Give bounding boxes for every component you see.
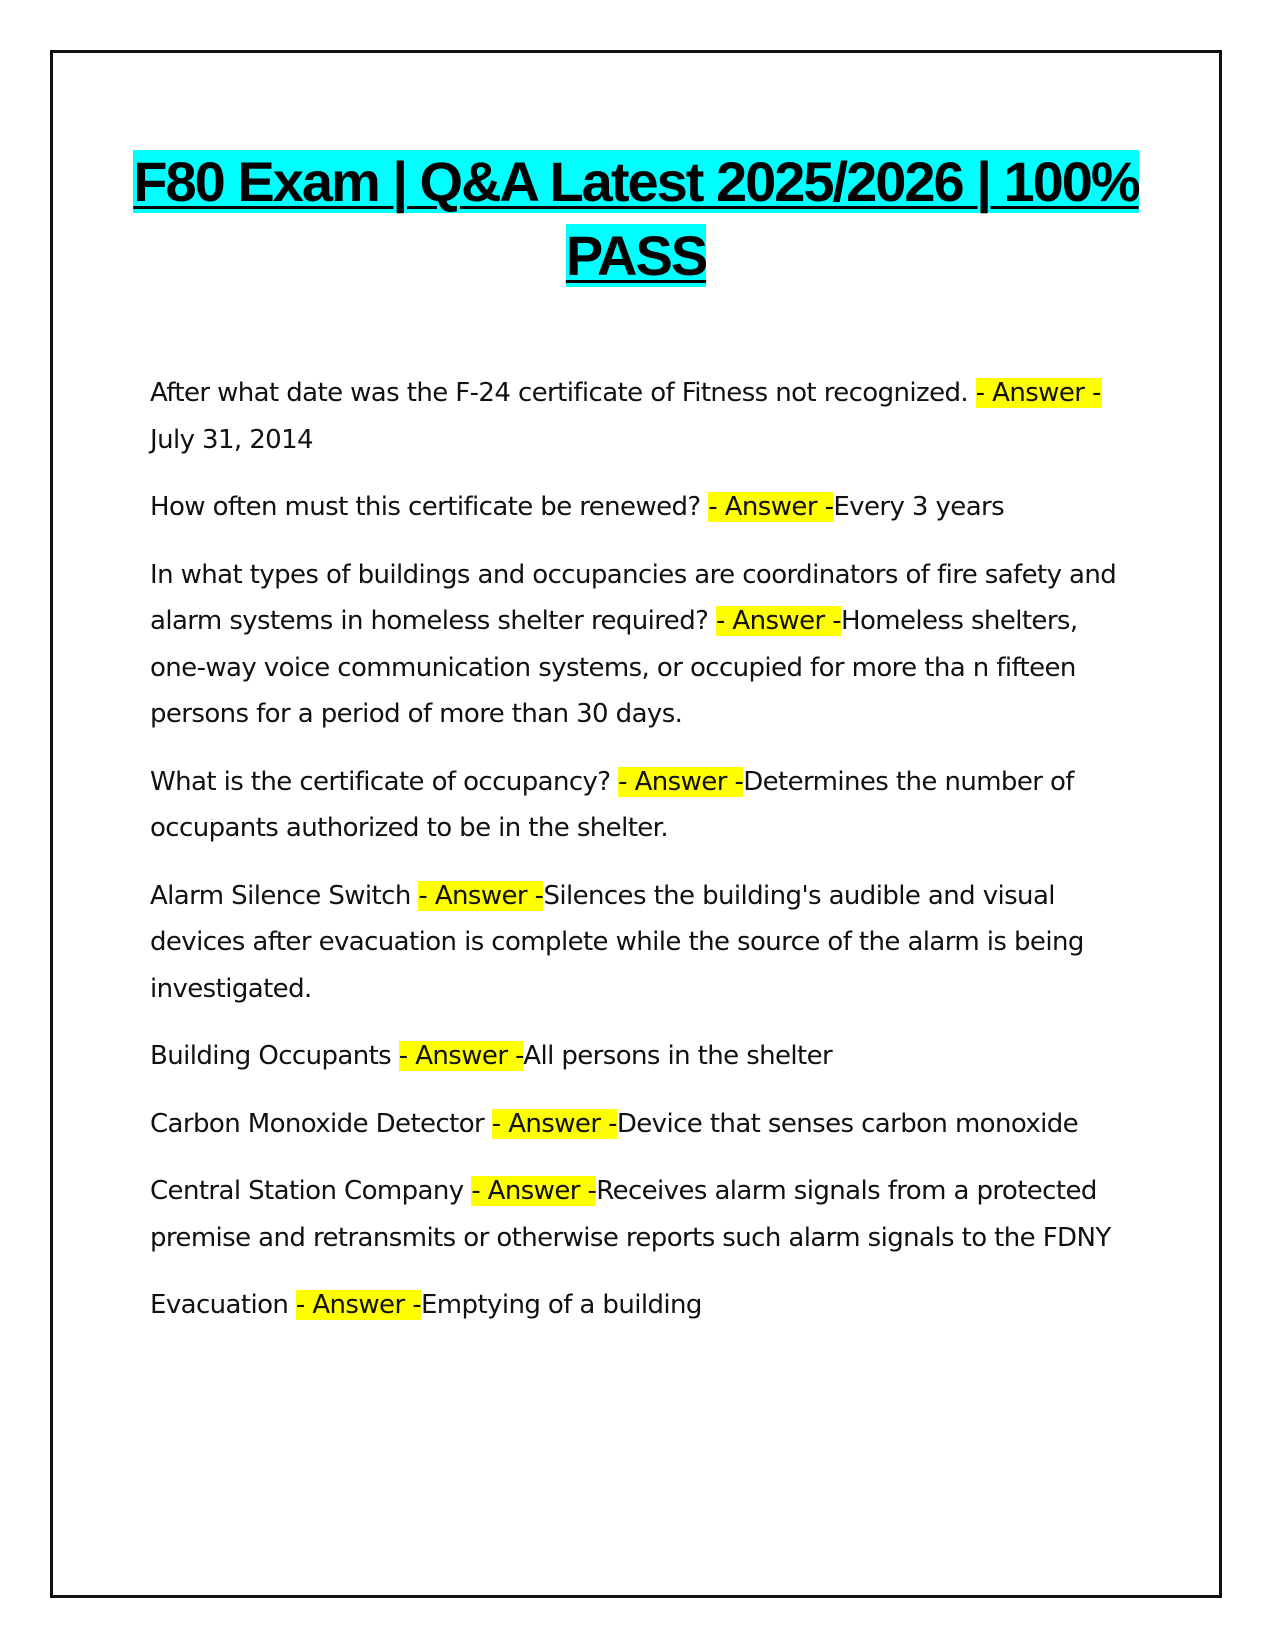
answer-text: Every 3 years [833,492,1005,522]
answer-marker: - Answer - [975,378,1103,408]
answer-marker: - Answer - [471,1176,597,1206]
answer-marker: - Answer - [295,1290,421,1320]
document-title [100,145,1172,293]
question-text: How often must this certificate be renewed? [150,492,709,522]
qa-item [150,873,1130,1013]
answer-text: Homeless shelters, one-way voice communication systems, or occupied for more tha n fifteen persons for a period of more than 30 days. [150,606,1078,729]
answer-marker: - Answer - [491,1108,617,1139]
qa-item [150,552,1130,738]
answer-marker: - Answer - [715,606,842,636]
question-text: Carbon Monoxide Detector [150,1108,492,1139]
question-text: Building Occupants [150,1041,399,1071]
answer-text: Receives alarm signals from a protected premise and retransmits or otherwise reports such alarm signals to the FDNY [150,1176,1111,1253]
question-text: What is the certificate of occupancy? [150,766,619,797]
answer-text: Emptying of a building [420,1290,702,1320]
question-text: Evacuation [150,1290,296,1320]
answer-marker: - Answer - [418,880,544,911]
qa-item [150,370,1130,463]
question-text: Central Station Company [150,1176,472,1206]
qa-item [150,1168,1130,1261]
qa-list [150,370,1130,1350]
answer-text: Silences the building's audible and visual devices after evacuation is complete while the source of the alarm is being investigated. [150,880,1084,1004]
qa-item [150,1033,1130,1080]
question-text: Alarm Silence Switch [150,880,419,911]
answer-text: Determines the number of occupants authorized to be in the shelter. [150,766,1074,843]
answer-marker: - Answer - [708,492,834,522]
qa-item [150,759,1130,852]
question-text: In what types of buildings and occupancies are coordinators of fire safety and alarm systems in homeless shelter required? [150,559,1117,636]
question-text: After what date was the F-24 certificate of Fitness not recognized. [150,378,976,408]
answer-text: July 31, 2014 [150,424,314,455]
answer-marker: - Answer - [398,1041,524,1071]
document-title-text: F80 Exam | Q&A Latest 2025/2026 | 100% PASS [133,150,1139,287]
answer-marker: - Answer - [618,766,744,797]
qa-item [150,1101,1130,1148]
qa-item [150,1282,1130,1329]
qa-item [150,484,1130,531]
answer-text: Device that senses carbon monoxide [616,1108,1079,1139]
answer-text: All persons in the shelter [523,1041,833,1071]
